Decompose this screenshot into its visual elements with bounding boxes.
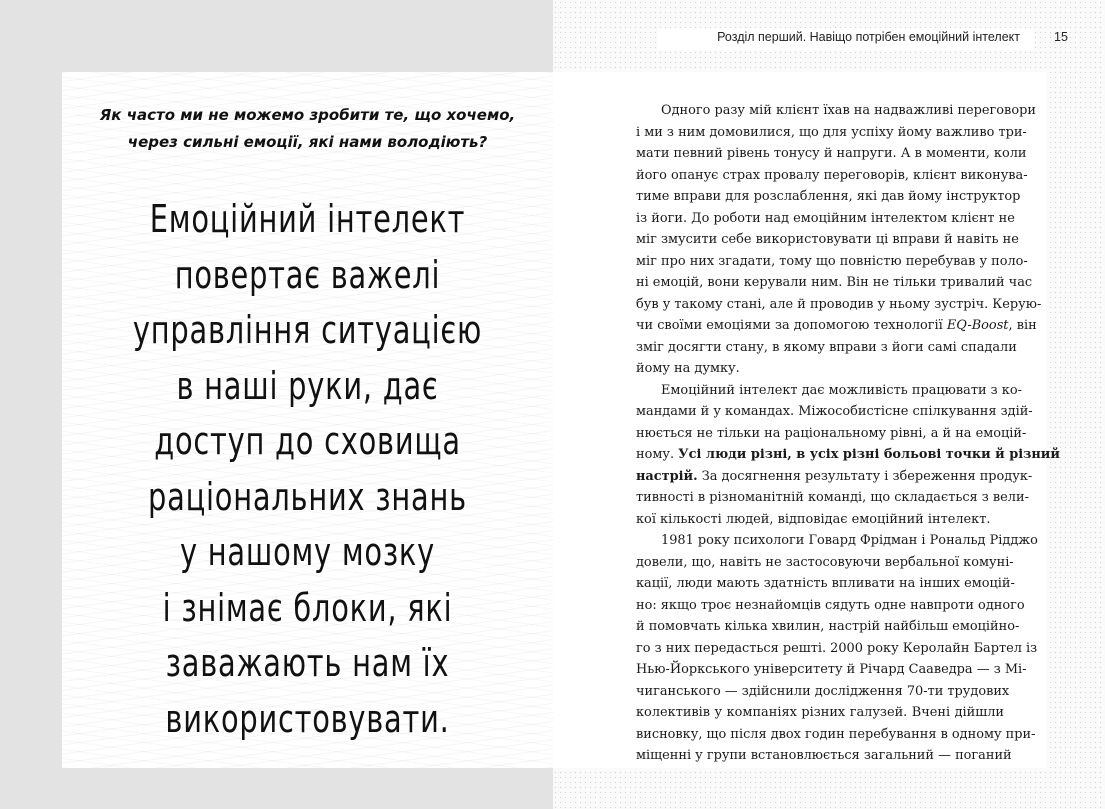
text-line: мандами й у командах. Міжособистісне спілкування здій- <box>636 404 1033 419</box>
text-segment: ному. <box>636 447 679 462</box>
text-line: кації, люди мають здатність впливати на інших емоцій- <box>636 576 1015 591</box>
text-line: був у такому стані, але й проводив у ньому зустріч. Керую- <box>636 296 1042 312</box>
text-line: ні емоцій, вони керували ним. Він не тільки тривалий час <box>636 275 1033 290</box>
question-line: Як часто ми не можемо зробити те, що хочемо, <box>99 106 516 124</box>
text-line: висновку, що після двох годин перебування в одному при- <box>636 726 1036 742</box>
bold-emphasis: Усі люди різні, в усіх різні больові точки й різний <box>678 447 1060 462</box>
quote-line: і знімає блоки, які <box>162 585 453 630</box>
text-line <box>636 315 1037 337</box>
text-line: 1981 року психологи Говард Фрідман і Рональд Рідджо <box>661 533 1038 548</box>
text-segment: , він <box>1008 318 1037 333</box>
text-line: тивності в різноманітній команді, що складається з вели- <box>636 490 1029 505</box>
text-line: го з них передасться решті. 2000 року Керолайн Бартел із <box>636 640 1038 656</box>
pull-quote <box>62 192 553 747</box>
text-line: міг про них згадати, тому що повністю перебував у поло- <box>636 253 1028 269</box>
text-line: міщенні у групи встановлюється загальний — поганий <box>636 748 1012 763</box>
quote-line: раціональних знань <box>148 474 467 519</box>
text-line: но: якщо троє незнайомців сядуть одне навпроти одного <box>636 597 1025 613</box>
text-line: міг змусити себе використовувати ці вправи й навіть не <box>636 232 1019 247</box>
text-segment: За досягнення результату і збереження продук- <box>697 468 1033 484</box>
text-segment: чи своїми емоціями за допомогою технології <box>636 318 947 333</box>
quote-line: заважають нам їх <box>165 641 450 685</box>
text-line: чиганського — здійснили дослідження 70-ти трудових <box>636 683 1010 699</box>
page-number: 15 <box>1054 30 1068 44</box>
text-line: Одного разу мій клієнт їхав на надважливі переговори <box>661 103 1036 118</box>
quote-line: повертає важелі <box>174 252 441 297</box>
text-line: і ми з ним домовилися, що для успіху йому важливо три- <box>636 124 1027 140</box>
question-heading <box>62 102 553 156</box>
text-line: зміг досягти стану, в якому вправи з йоги самі спадали <box>636 339 1017 355</box>
quote-line: управління ситуацією <box>132 308 483 352</box>
text-line: із йоги. До роботи над емоційним інтелектом клієнт не <box>636 210 1015 226</box>
text-line: Нью-Йоркського університету й Річард Сааведра — з Мі- <box>636 662 1027 677</box>
text-line: довели, що, навіть не застосовуючи вербальної комуні- <box>636 554 1014 570</box>
text-line <box>636 466 1033 488</box>
quote-line: доступ до сховища <box>154 419 461 463</box>
text-line <box>636 444 1060 466</box>
quote-line: у нашому мозку <box>179 530 435 574</box>
eq-boost-term: EQ-Boost <box>946 318 1009 333</box>
question-line: через сильні емоції, які нами володіють? <box>127 133 488 151</box>
text-line: Емоційний інтелект дає можливість працювати з ко- <box>661 382 1022 398</box>
body-text <box>636 100 1060 767</box>
quote-line: в наші руки, дає <box>176 363 439 408</box>
quote-line: використовувати. <box>165 696 450 741</box>
text-line: й помовчать кілька хвилин, настрій найбільш емоційно- <box>636 619 1020 634</box>
text-line: кої кількості людей, відповідає емоційний інтелект. <box>636 511 991 527</box>
text-line: тиме вправи для розслаблення, які дав йому інструктор <box>636 189 1021 204</box>
text-line: нюється не тільки на раціональному рівні, а й на емоцій- <box>636 425 1027 441</box>
bold-emphasis: настрій. <box>636 468 698 484</box>
quote-line: Емоційний інтелект <box>149 197 466 241</box>
text-line: мати певний рівень тонусу й напруги. А в моменти, коли <box>636 146 1027 161</box>
text-line: його опанує страх провалу переговорів, клієнт виконува- <box>636 167 1028 183</box>
text-line: колективів у компаніях різних галузей. Вчені дійшли <box>636 705 1004 720</box>
running-head: Розділ перший. Навіщо потрібен емоційний інтелект <box>717 30 1020 44</box>
text-line: йому на думку. <box>636 361 740 376</box>
